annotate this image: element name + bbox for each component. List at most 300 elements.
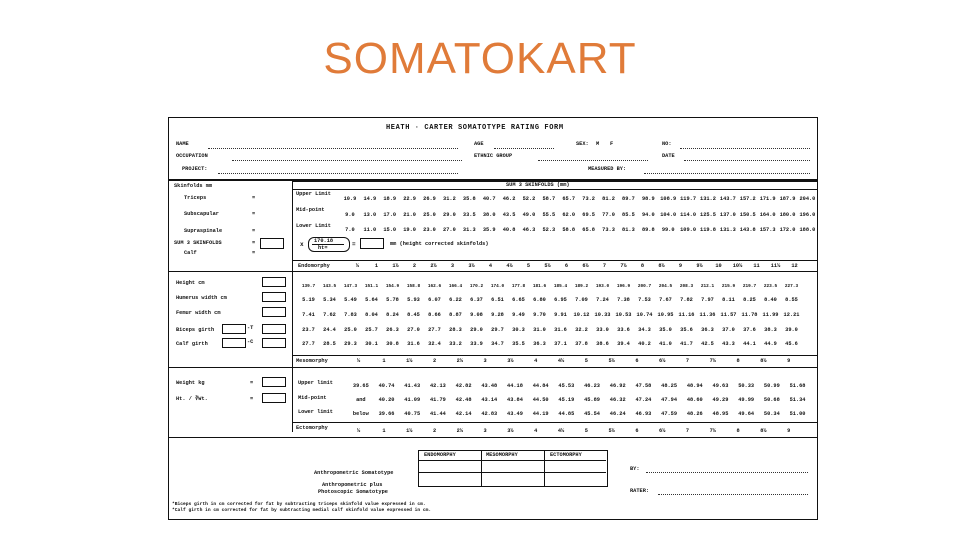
height-label: Height cm xyxy=(176,280,205,286)
mid-point-cell: 114.0 xyxy=(680,212,697,218)
biceps-label: Biceps girth xyxy=(176,327,215,333)
correction-note: mm (height corrected skinfolds) xyxy=(390,241,489,247)
femur-cell: 8.87 xyxy=(449,312,462,318)
divider xyxy=(292,355,818,356)
ponderal-lower-cell: 40.75 xyxy=(404,411,421,417)
upper-limit-cell: 98.9 xyxy=(641,196,655,202)
femur-cell: 11.78 xyxy=(741,312,758,318)
divider xyxy=(168,367,292,368)
mesomorphy-scale-cell: 1½ xyxy=(406,358,413,364)
calf-girth-box[interactable] xyxy=(222,338,246,348)
endomorphy-scale xyxy=(348,263,804,269)
height-cell: 170.2 xyxy=(469,284,484,289)
lower-limit-cell: 109.0 xyxy=(680,227,697,233)
humerus-box[interactable] xyxy=(262,292,286,302)
weight-box[interactable] xyxy=(262,377,286,387)
lower-limit-cell: 46.3 xyxy=(522,227,536,233)
ponderal-lower-cell: 49.64 xyxy=(738,411,755,417)
femur-cell: 7.41 xyxy=(302,312,315,318)
ectomorphy-scale-cell: 6 xyxy=(635,428,639,434)
endomorphy-scale-cell: 3½ xyxy=(468,263,475,269)
calf-minus-c: -C xyxy=(247,339,254,345)
upper-limit-cell: 73.2 xyxy=(582,196,595,202)
biceps-minus-t: -T xyxy=(247,325,254,331)
endomorphy-scale-cell: 1 xyxy=(374,263,379,269)
biceps-cell: 37.6 xyxy=(743,327,756,333)
mid-point-cell: 13.0 xyxy=(363,212,377,218)
endomorphy-scale-cell: 11 xyxy=(753,263,760,269)
calf-cell: 28.5 xyxy=(323,341,336,347)
upper-limit-cell: 204.0 xyxy=(799,196,816,202)
ponderal-upper-cell: 46.92 xyxy=(609,383,626,389)
upper-limit-cell: 119.7 xyxy=(680,196,697,202)
lower-limit-cell: 58.8 xyxy=(562,227,576,233)
ponderal-lower-cell: 42.83 xyxy=(481,411,498,417)
calf-cell: 37.1 xyxy=(554,341,567,347)
height-cell: 151.1 xyxy=(364,284,379,289)
ectomorphy-scale xyxy=(346,428,801,434)
femur-cell: 8.45 xyxy=(407,312,420,318)
ponderal-mid-cell: 47.94 xyxy=(661,397,678,403)
calf-cell: 42.5 xyxy=(701,341,714,347)
ethnic-label: ETHNIC GROUP xyxy=(474,153,513,159)
ht-ratio-label: Ht. / ∛Wt. xyxy=(176,396,208,402)
supraspinale-eq: = xyxy=(252,228,256,234)
no-line[interactable] xyxy=(680,148,810,149)
ectomorphy-scale-cell: 2 xyxy=(432,428,437,434)
biceps-cell: 32.2 xyxy=(575,327,588,333)
ponderal-lower-cell: below xyxy=(352,411,369,417)
humerus-cell: 8.25 xyxy=(743,297,756,303)
biceps-cell: 29.0 xyxy=(470,327,483,333)
biceps-cell: 39.0 xyxy=(785,327,798,333)
biceps-box[interactable] xyxy=(222,324,246,334)
upper-limit-cell: 58.7 xyxy=(542,196,556,202)
biceps-cell: 36.3 xyxy=(701,327,714,333)
ponderal-upper-cell: 49.63 xyxy=(712,383,729,389)
subscapular-label: Subscapular xyxy=(184,211,219,217)
mid-point-row xyxy=(340,212,817,218)
calf-cell: 41.7 xyxy=(680,341,693,347)
ponderal-upper-cell: 50.99 xyxy=(763,383,780,389)
mid-point-cell: 180.0 xyxy=(779,212,796,218)
mesomorphy-scale-cell: 1 xyxy=(382,358,386,364)
ponderal-upper-cell: 48.25 xyxy=(661,383,678,389)
divider xyxy=(292,422,818,423)
mid-point-cell: 33.5 xyxy=(462,212,476,218)
mid-label: Mid-point xyxy=(298,395,327,401)
height-cell: 193.0 xyxy=(595,284,610,289)
photoscopic-somatotype-label: Photoscopic Somatotype xyxy=(318,489,388,495)
ponderal-upper-cell: 41.43 xyxy=(404,383,421,389)
femur-cell: 9.08 xyxy=(470,312,483,318)
femur-cell: 11.16 xyxy=(678,312,695,318)
rater-label: RATER: xyxy=(630,488,650,494)
calf-cell: 27.7 xyxy=(302,341,315,347)
ponderal-mid-cell: 45.19 xyxy=(558,397,575,403)
femur-cell: 8.24 xyxy=(386,312,399,318)
mid-point-cell: 125.5 xyxy=(700,212,716,218)
upper-limit-cell: 18.9 xyxy=(383,196,397,202)
biceps-cell: 31.0 xyxy=(533,327,546,333)
humerus-cell: 6.07 xyxy=(428,297,441,303)
mid-point-cell: 49.0 xyxy=(522,212,536,218)
occupation-line[interactable] xyxy=(232,160,462,161)
humerus-cell: 5.19 xyxy=(302,297,315,303)
height-box[interactable] xyxy=(262,277,286,287)
slide-title: SOMATOKART xyxy=(323,34,637,83)
occupation-label: OCCUPATION xyxy=(176,153,208,159)
ectomorphy-scale-cell: 3½ xyxy=(507,428,514,434)
lower-limit-cell: 40.8 xyxy=(502,227,516,233)
somatotype-rating-form xyxy=(168,117,818,520)
ponderal-upper-cell: 45.53 xyxy=(558,383,575,389)
calf-cell: 38.6 xyxy=(596,341,609,347)
ectomorphy-scale-cell: 1 xyxy=(382,428,386,434)
sum-skinfolds-box[interactable] xyxy=(260,238,284,249)
ponderal-lower-cell: 44.19 xyxy=(532,411,549,417)
femur-cell: 10.74 xyxy=(636,312,653,318)
endomorphy-scale-cell: 5 xyxy=(526,263,531,269)
mid-point-cell: 85.5 xyxy=(622,212,635,218)
lower-limit-cell: 35.9 xyxy=(482,227,496,233)
biceps-cell: 27.0 xyxy=(407,327,420,333)
height-cell: 215.9 xyxy=(721,284,736,289)
femur-cell: 9.91 xyxy=(554,312,567,318)
mesomorphy-scale-cell: ½ xyxy=(357,358,361,364)
biceps-cell: 34.3 xyxy=(638,327,651,333)
calf-cell: 45.6 xyxy=(785,341,798,347)
subscapular-eq: = xyxy=(252,211,256,217)
ponderal-upper-cell: 51.68 xyxy=(789,383,806,389)
by-label: BY: xyxy=(630,466,640,472)
upper-limit-cell: 46.2 xyxy=(502,196,516,202)
age-line[interactable] xyxy=(494,148,554,149)
form-title: HEATH · CARTER SOMATOTYPE RATING FORM xyxy=(386,124,564,132)
mid-point-cell: 104.0 xyxy=(660,212,677,218)
upper-limit-cell: 40.7 xyxy=(482,196,496,202)
lower-limit-cell: 19.0 xyxy=(403,227,416,233)
ectomorphy-scale-cell: 9 xyxy=(787,428,791,434)
femur-cell: 11.99 xyxy=(762,312,779,318)
humerus-row xyxy=(298,297,802,303)
ectomorphy-label: Ectomorphy xyxy=(296,425,328,431)
endomorphy-scale-cell: 2½ xyxy=(430,263,437,269)
ponderal-upper-cell: 42.82 xyxy=(455,383,472,389)
lower-limit-cell: 188.0 xyxy=(799,227,816,233)
femur-cell: 9.49 xyxy=(512,312,525,318)
upper-limit-cell: 31.2 xyxy=(443,196,456,202)
endomorphy-scale-cell: 7½ xyxy=(620,263,627,269)
mid-point-cell: 38.0 xyxy=(482,212,496,218)
biceps-row xyxy=(298,327,802,333)
humerus-cell: 7.53 xyxy=(638,297,651,303)
date-line[interactable] xyxy=(684,160,810,161)
upper-limit-cell: 14.9 xyxy=(363,196,377,202)
ponderal-upper-cell: 44.84 xyxy=(532,383,549,389)
endomorphy-scale-cell: 4½ xyxy=(506,263,513,269)
lower-limit-cell: 172.0 xyxy=(779,227,796,233)
femur-cell: 10.12 xyxy=(573,312,590,318)
lower-limit-cell: 81.3 xyxy=(622,227,635,233)
height-cell: 174.0 xyxy=(490,284,505,289)
divider xyxy=(168,437,292,438)
upper-limit-cell: 10.9 xyxy=(343,196,357,202)
height-cell: 177.8 xyxy=(511,284,526,289)
endomorphy-scale-cell: 7 xyxy=(602,263,607,269)
supraspinale-label: Supraspinale xyxy=(184,228,223,234)
biceps-cell: 33.0 xyxy=(596,327,609,333)
ht-ratio-eq: = xyxy=(250,396,254,402)
height-cell: 223.5 xyxy=(763,284,778,289)
mid-point-cell: 62.0 xyxy=(562,212,576,218)
humerus-cell: 7.24 xyxy=(596,297,609,303)
mesomorphy-scale-cell: 3 xyxy=(483,358,487,364)
humerus-cell: 6.22 xyxy=(449,297,462,303)
upper-limit-cell: 131.2 xyxy=(700,196,716,202)
endomorphy-scale-cell: 4 xyxy=(488,263,493,269)
corrected-sum-box[interactable] xyxy=(360,238,384,249)
ponderal-mid-cell: 41.79 xyxy=(429,397,446,403)
measured-by-line[interactable] xyxy=(644,173,810,174)
height-cell: 147.3 xyxy=(343,284,358,289)
height-cell: 204.5 xyxy=(658,284,673,289)
lower-limit-cell: 73.3 xyxy=(602,227,615,233)
ponderal-lower-cell: 45.54 xyxy=(584,411,600,417)
lower-limit-cell: 99.0 xyxy=(661,227,675,233)
calf-cell: 34.7 xyxy=(491,341,504,347)
upper-limit-cell: 81.2 xyxy=(602,196,615,202)
ectomorphy-scale-cell: 4½ xyxy=(557,428,565,434)
endomorphy-scale-cell: 1½ xyxy=(392,263,399,269)
height-cell: 181.6 xyxy=(532,284,547,289)
endomorphy-scale-cell: 12 xyxy=(791,263,798,269)
ponderal-lower-cell: 46.93 xyxy=(635,411,652,417)
ponderal-mid-cell: 46.32 xyxy=(609,397,626,403)
ponderal-upper-cell: 40.74 xyxy=(378,383,395,389)
divider xyxy=(292,260,818,261)
calf-row xyxy=(298,341,802,347)
biceps-cell: 28.3 xyxy=(449,327,462,333)
ponderal-mid-cell: 41.09 xyxy=(404,397,421,403)
height-cell: 143.5 xyxy=(322,284,337,289)
endomorphy-result-label: ENDOMORPHY xyxy=(424,452,456,458)
name-label: NAME xyxy=(176,141,189,147)
sum-skinfolds-eq: = xyxy=(252,240,256,246)
triceps-label: Triceps xyxy=(184,195,207,201)
mid-point-label: Mid-point xyxy=(296,207,325,213)
ectomorphy-scale-cell: 6½ xyxy=(659,428,666,434)
mesomorphy-scale-cell: 3½ xyxy=(507,358,514,364)
upper-limit-cell: 65.7 xyxy=(562,196,576,202)
column-divider xyxy=(292,179,293,432)
humerus-cell: 5.93 xyxy=(407,297,420,303)
triceps-eq: = xyxy=(252,195,256,201)
sum-header: SUM 3 SKINFOLDS (mm) xyxy=(506,182,570,188)
mesomorphy-label: Mesomorphy xyxy=(296,358,328,364)
calf-cell: 44.9 xyxy=(764,341,777,347)
femur-cell: 10.33 xyxy=(594,312,611,318)
correction-denominator: ht= xyxy=(318,245,328,251)
sex-f[interactable]: F xyxy=(610,141,614,147)
femur-cell: 10.53 xyxy=(615,312,632,318)
ponderal-lower-row xyxy=(348,411,810,417)
ectomorphy-scale-cell: ½ xyxy=(357,428,361,434)
femur-row xyxy=(298,312,802,318)
lower-limit-cell: 143.8 xyxy=(739,227,756,233)
ponderal-mid-cell: 40.20 xyxy=(378,397,395,403)
mid-point-cell: 196.0 xyxy=(799,212,816,218)
endomorphy-scale-cell: 2 xyxy=(412,263,417,269)
humerus-cell: 7.38 xyxy=(617,297,630,303)
mesomorphy-scale-cell: 7½ xyxy=(709,358,716,364)
ectomorphy-scale-cell: 4 xyxy=(534,428,538,434)
ponderal-lower-cell: 41.44 xyxy=(429,411,446,417)
calf-cell: 39.4 xyxy=(617,341,630,347)
endomorphy-scale-cell: ½ xyxy=(355,263,360,269)
ponderal-mid-cell: 49.99 xyxy=(738,397,755,403)
upper-limit-cell: 108.9 xyxy=(660,196,677,202)
date-label: DATE xyxy=(662,153,675,159)
femur-cell: 12.21 xyxy=(783,312,800,318)
ethnic-line[interactable] xyxy=(538,160,648,161)
humerus-cell: 7.67 xyxy=(659,297,672,303)
calf-cell: 44.1 xyxy=(743,341,756,347)
mid-point-cell: 150.5 xyxy=(739,212,756,218)
endomorphy-scale-cell: 9 xyxy=(678,263,683,269)
sex-m[interactable]: M xyxy=(596,141,600,147)
ponderal-lower-cell: 50.34 xyxy=(763,411,780,417)
calf-cell: 33.9 xyxy=(470,341,483,347)
calf-corrected-box[interactable] xyxy=(262,338,286,348)
mesomorphy-scale-cell: 4½ xyxy=(557,358,565,364)
biceps-cell: 35.0 xyxy=(659,327,672,333)
ponderal-lower-cell: 39.66 xyxy=(378,411,395,417)
mid-point-cell: 69.5 xyxy=(582,212,595,218)
mesomorphy-scale-cell: 9 xyxy=(787,358,791,364)
ht-ratio-box[interactable] xyxy=(262,393,286,403)
project-label: PROJECT: xyxy=(182,166,208,172)
mid-point-cell: 94.0 xyxy=(641,212,655,218)
skinfolds-header: Skinfolds mm xyxy=(174,183,213,189)
calf-cell: 31.6 xyxy=(407,341,420,347)
ponderal-lower-cell: 48.26 xyxy=(686,411,703,417)
endomorphy-scale-cell: 6 xyxy=(564,263,569,269)
calf-skinfold-label: Calf xyxy=(184,250,197,256)
lower-limit-cell: 52.3 xyxy=(542,227,556,233)
mesomorphy-scale xyxy=(346,358,801,364)
calf-cell: 33.2 xyxy=(449,341,462,347)
lower-limit-cell: 119.8 xyxy=(700,227,716,233)
lower-limit-cell: 15.0 xyxy=(383,227,397,233)
ectomorphy-scale-cell: 3 xyxy=(483,428,487,434)
mesomorphy-scale-cell: 8 xyxy=(736,358,740,364)
ponderal-lower-cell: 51.00 xyxy=(789,411,806,417)
endomorphy-scale-cell: 8 xyxy=(640,263,645,269)
mid-point-cell: 77.0 xyxy=(602,212,615,218)
upper-limit-cell: 157.2 xyxy=(739,196,756,202)
mid-point-cell: 17.0 xyxy=(383,212,397,218)
upper-limit-label: Upper Limit xyxy=(296,191,331,197)
project-line[interactable] xyxy=(218,173,458,174)
humerus-cell: 8.55 xyxy=(785,297,798,303)
rater-line[interactable] xyxy=(658,494,808,495)
calf-cell: 30.1 xyxy=(365,341,378,347)
ponderal-mid-cell: 43.14 xyxy=(481,397,498,403)
height-cell: 219.7 xyxy=(742,284,757,289)
endomorphy-scale-cell: 9½ xyxy=(696,263,703,269)
humerus-cell: 6.80 xyxy=(533,297,546,303)
calf-cell: 41.0 xyxy=(659,341,672,347)
upper-limit-cell: 22.9 xyxy=(403,196,416,202)
height-cell: 200.7 xyxy=(637,284,652,289)
ectomorphy-scale-cell: 5 xyxy=(584,428,588,434)
femur-box[interactable] xyxy=(262,307,286,317)
femur-cell: 9.28 xyxy=(491,312,504,318)
ponderal-lower-cell: 48.95 xyxy=(712,411,729,417)
mid-point-cell: 9.0 xyxy=(345,212,355,218)
mesomorphy-scale-cell: 6½ xyxy=(659,358,666,364)
lower-limit-cell: 31.3 xyxy=(462,227,476,233)
ponderal-upper-cell: 43.48 xyxy=(481,383,498,389)
calf-cell: 40.2 xyxy=(638,341,651,347)
endomorphy-scale-cell: 5½ xyxy=(544,263,551,269)
divider xyxy=(418,460,606,461)
femur-label: Femur width cm xyxy=(176,310,221,316)
calf-cell: 37.8 xyxy=(575,341,588,347)
mid-point-cell: 55.5 xyxy=(542,212,556,218)
lower-limit-cell: 11.0 xyxy=(363,227,377,233)
femur-cell: 7.62 xyxy=(323,312,336,318)
biceps-cell: 23.7 xyxy=(302,327,315,333)
endomorphy-label: Endomorphy xyxy=(298,263,330,269)
ectomorphy-scale-cell: 8½ xyxy=(760,428,767,434)
humerus-cell: 7.82 xyxy=(680,297,693,303)
fraction-bar xyxy=(312,244,344,245)
biceps-cell: 26.3 xyxy=(386,327,399,333)
ponderal-mid-cell: and xyxy=(356,397,366,403)
ponderal-lower-cell: 46.24 xyxy=(609,411,626,417)
correction-numerator: 170.18 xyxy=(314,238,334,244)
by-line[interactable] xyxy=(646,472,808,473)
divider xyxy=(292,367,818,368)
endomorphy-scale-cell: 8½ xyxy=(658,263,665,269)
ponderal-mid-cell: 45.89 xyxy=(584,397,600,403)
lower-limit-label: Lower Limit xyxy=(296,223,331,229)
mesomorphy-scale-cell: 7 xyxy=(685,358,690,364)
height-cell: 158.8 xyxy=(406,284,421,289)
biceps-cell: 38.3 xyxy=(764,327,777,333)
humerus-cell: 5.34 xyxy=(323,297,336,303)
mesomorphy-result-label: MESOMORPHY xyxy=(486,452,518,458)
upper-limit-cell: 143.7 xyxy=(719,196,736,202)
biceps-cell: 37.0 xyxy=(722,327,735,333)
mesomorphy-scale-cell: 8½ xyxy=(760,358,767,364)
ponderal-mid-cell: 47.24 xyxy=(635,397,652,403)
calf-cell: 32.4 xyxy=(428,341,441,347)
height-cell: 189.2 xyxy=(574,284,589,289)
mesomorphy-scale-cell: 5 xyxy=(584,358,588,364)
name-line[interactable] xyxy=(208,148,458,149)
lower-limit-cell: 131.3 xyxy=(719,227,736,233)
ponderal-upper-cell: 39.65 xyxy=(352,383,369,389)
humerus-cell: 6.65 xyxy=(512,297,525,303)
humerus-cell: 7.97 xyxy=(701,297,714,303)
height-cell: 139.7 xyxy=(301,284,316,289)
biceps-corrected-box[interactable] xyxy=(262,324,286,334)
humerus-cell: 5.49 xyxy=(344,297,357,303)
femur-cell: 10.95 xyxy=(657,312,674,318)
